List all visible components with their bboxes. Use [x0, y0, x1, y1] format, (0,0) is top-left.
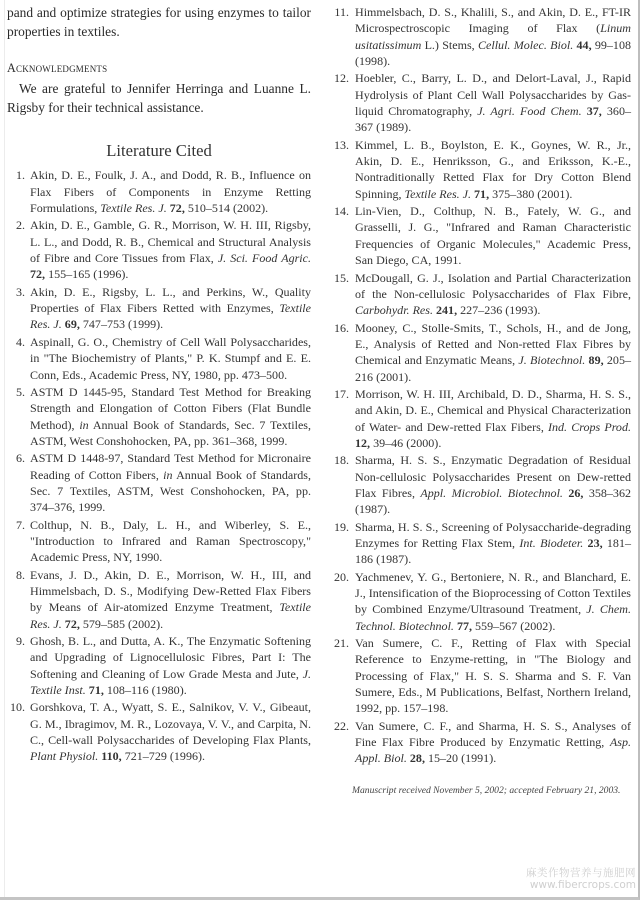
reference-journal: J. Chem. Technol. Biotechnol. [355, 602, 631, 633]
reference-number: 2. [15, 218, 25, 233]
reference-text: Van Sumere, C. F., Retting of Flax with Special Reference to Enzyme-retting, in "The Biology and Processing of Flax," H. S. S. Sharma and S. F. Van Sumere, Eds., M Publications, Belfast, Northern Ireland, 1992, pp. 157–198. [355, 636, 631, 716]
reference-item [7, 633, 311, 698]
reference-text: Akin, D. E., Gamble, G. R., Morrison, W. H. III, Rigsby, L. L., and Dodd, R. B., Chemical and Structural Analysis of Fibre and Core Tissues from Flax, [30, 218, 311, 266]
reference-text: Mooney, C., Stolle-Smits, T., Schols, H., and de Jong, E., Analysis of Retted and Non-retted Flax Fibres by Chemical and Enzymatic Means, [355, 320, 631, 368]
reference-volume: 37, [586, 104, 602, 119]
reference-number: 17. [333, 386, 349, 401]
reference-pages-year: 747–753 (1999). [79, 317, 164, 332]
reference-journal: Cellul. Molec. Biol. [477, 37, 574, 52]
reference-number: 5. [15, 384, 25, 399]
reference-journal: Carbohydr. Res. [355, 303, 433, 318]
reference-item [7, 567, 311, 632]
reference-volume: 28, [409, 751, 425, 766]
reference-number: 1. [15, 168, 25, 183]
reference-number: 15. [333, 270, 349, 285]
reference-pages-year: 579–585 (2002). [79, 616, 164, 631]
reference-item [330, 137, 631, 202]
reference-number: 22. [333, 718, 349, 733]
reference-volume: 23, [587, 536, 603, 550]
reference-volume: 69, [64, 317, 80, 332]
reference-pages-year: 375–380 (2001). [489, 186, 573, 201]
reference-text: Ghosh, B. L., and Dutta, A. K., The Enzymatic Softening and Upgrading of Lignocellulosic Fibres, Part I: The Softening and Cleaning of Low Grade Mesta and Jute, [30, 634, 311, 681]
reference-journal: in [163, 467, 173, 482]
reference-item [330, 4, 631, 69]
reference-text: Hoebler, C., Barry, L. D., and Delort-Laval, J., Rapid Hydrolysis of Plant Cell Wall Polysaccharides by Gas-liquid Chromatography, [355, 71, 631, 119]
reference-item [330, 452, 631, 517]
reference-item [330, 718, 631, 767]
reference-volume: 72, [169, 201, 185, 216]
reference-volume: 71, [88, 683, 104, 698]
reference-text: Kimmel, L. B., Boylston, E. K., Goynes, W. R., Jr., Akin, D. E., Henriksson, G., and Eriksson, K.-E., Nontraditionally Retted Flax for Dry Cotton Blend Spinning, [355, 137, 631, 201]
reference-journal: Asp. Appl. Biol. [355, 735, 631, 766]
literature-cited-title: Literature Cited [106, 141, 212, 161]
reference-text: Morrison, W. H. III, Archibald, D. D., Sharma, H. S. S., and Akin, D. E., Chemical and Physical Characterization of Water- and Dew-retted Flax Fibers, [355, 386, 631, 434]
reference-volume: 241, [436, 303, 458, 318]
reference-text: McDougall, G. J., Isolation and Partial Characterization of the Non-cellulosic Polysaccharides of Flax Fibre, [355, 270, 631, 301]
reference-pages-year: 155–165 (1996). [45, 267, 129, 282]
reference-volume: 71, [474, 186, 490, 201]
intro-paragraph-fragment: pand and optimize strategies for using enzymes to tailor properties in textiles. [7, 5, 311, 39]
watermark-url: www.fibercrops.com [529, 879, 636, 891]
reference-journal: Int. Biodeter. [519, 536, 584, 550]
reference-number: 13. [333, 137, 349, 152]
reference-number: 19. [333, 519, 349, 534]
reference-journal: Ind. Crops Prod. [547, 419, 631, 434]
reference-item [330, 519, 631, 568]
reference-volume: 77, [456, 618, 473, 633]
manuscript-received-note: Manuscript received November 5, 2002; accepted February 21, 2003. [352, 784, 621, 796]
reference-item [7, 699, 311, 764]
reference-number: 8. [15, 567, 25, 582]
reference-item [7, 517, 311, 566]
reference-pages-year: 15–20 (1991). [424, 751, 497, 766]
reference-pages-year: 205–216 (2001). [355, 353, 631, 384]
reference-journal: Appl. Microbiol. Biotechnol. [420, 485, 563, 500]
reference-volume: 72, [30, 267, 46, 282]
reference-journal: Linum usitatissimum [355, 21, 631, 52]
reference-item [7, 217, 311, 282]
reference-journal: J. Agri. Food Chem. [477, 104, 582, 119]
reference-pages-year: 227–236 (1993). [457, 303, 541, 318]
reference-text: Aspinall, G. O., Chemistry of Cell Wall Polysaccharides, in "The Biochemistry of Plants," P. K. Stumpf and E. E. Conn, Eds., Academic Press, NY, 1980, pp. 473–500. [30, 334, 311, 382]
reference-journal: Textile Res. J. [30, 301, 311, 332]
right-column [330, 0, 631, 796]
reference-journal: Textile Res. J. [100, 201, 167, 216]
reference-pages-year: L.) Stems, [421, 37, 478, 52]
left-column [7, 0, 311, 766]
reference-item [330, 635, 631, 717]
reference-item [330, 386, 631, 451]
reference-number: 3. [15, 284, 25, 299]
reference-text: Colthup, N. B., Daly, L. H., and Wiberley, S. E., "Introduction to Infrared and Raman Spectroscopy," Academic Press, NY, 1990. [30, 517, 311, 565]
reference-item [7, 334, 311, 383]
reference-text: ASTM D 1448-97, Standard Test Method for Micronaire Reading of Cotton Fibers, [30, 451, 311, 482]
reference-volume: 110, [101, 749, 122, 764]
reference-item [330, 203, 631, 268]
reference-item [7, 284, 311, 333]
reference-journal: J. Sci. Food Agric. [217, 251, 311, 266]
reference-text: ASTM D 1445-95, Standard Test Method for Breaking Strength and Elongation of Cotton Fibers (Flat Bundle Method), [30, 384, 311, 432]
reference-text: Akin, D. E., Foulk, J. A., and Dodd, R. B., Influence on Flax Fibers of Components in Enzyme Retting Formulations, [30, 168, 311, 216]
reference-pages-year: 360–367 (1989). [355, 104, 631, 135]
reference-volume: 12, [355, 435, 371, 450]
reference-volume: 26, [568, 485, 584, 500]
reference-text: Van Sumere, C. F., and Sharma, H. S. S., Analyses of Fine Flax Fibre Produced by Enzymatic Retting, [355, 718, 631, 750]
reference-pages-year: 510–514 (2002). [184, 201, 269, 216]
reference-text: Yachmenev, Y. G., Bertoniere, N. R., and Blanchard, E. J., Intensification of the Bioprocessing of Cotton Textiles by Combined Enzyme/Ultrasound Treatment, [355, 569, 631, 617]
reference-text: Sharma, H. S. S., Enzymatic Degradation of Residual Non-cellulosic Polysaccharides Present on Dew-retted Flax Fibres, [355, 453, 631, 500]
reference-number: 9. [15, 634, 25, 648]
page-edge-rule [4, 0, 5, 897]
reference-number: 12. [333, 71, 349, 86]
reference-pages-year: Annual Book of Standards, Sec. 7 Textiles, ASTM, West Conshohocken, PA, pp. 374–376, 1999. [30, 467, 311, 515]
reference-item [330, 569, 631, 634]
reference-pages-year: 181–186 (1987). [355, 536, 632, 567]
reference-number: 20. [333, 569, 349, 584]
reference-journal: Textile Res. J. [30, 600, 311, 631]
reference-pages-year: Annual Book of Standards, Sec. 7 Textiles, ASTM, West Conshohocken, PA, pp. 361–368, 1999. [30, 417, 311, 448]
reference-text: Akin, D. E., Rigsby, L. L., and Perkins, W., Quality Properties of Flax Fibers Retted with Enzymes, [30, 284, 311, 316]
acknowledgments-heading: Acknowledgments [7, 61, 108, 76]
reference-item [330, 320, 631, 385]
site-watermark [516, 867, 636, 891]
reference-pages-year: 99–108 (1998). [355, 37, 632, 69]
reference-pages-year: 358–362 (1987). [355, 485, 632, 517]
reference-number: 6. [15, 451, 25, 466]
reference-number: 11. [334, 5, 349, 19]
reference-journal: Textile Res. J. [404, 186, 472, 201]
reference-text: Himmelsbach, D. S., Khalili, S., and Akin, D. E., FT-IR Microspectroscopic Imaging of Flax ( [355, 5, 631, 36]
reference-journal: Plant Physiol. [30, 749, 99, 764]
reference-item [330, 270, 631, 319]
reference-number: 10. [9, 700, 25, 715]
reference-list-left [7, 167, 311, 764]
acknowledgments-body: We are grateful to Jennifer Herringa and Luanne L. Rigsby for their technical assistance. [7, 81, 311, 115]
reference-journal: J. Biotechnol. [518, 353, 586, 368]
reference-text: Evans, J. D., Akin, D. E., Morrison, W. H., III, and Himmelsbach, D. S., Modifying Dew-Retted Flax Fibers by Means of Air-atomized Enzyme Treatment, [30, 567, 311, 615]
reference-text: Lin-Vien, D., Colthup, N. B., Fately, W. G., and Grasselli, J. G., "Infrared and Raman Characteristic Frequencies of Organic Molecules," Academic Press, San Diego, CA, 1991. [355, 204, 631, 268]
reference-pages-year: 39–46 (2000). [370, 435, 442, 450]
reference-pages-year: 108–116 (1980). [103, 683, 187, 698]
watermark-chinese-text: 麻类作物营养与施肥网 [526, 867, 636, 879]
reference-volume: 72, [64, 616, 80, 631]
reference-number: 21. [333, 636, 349, 651]
reference-item [330, 70, 631, 135]
reference-text: Gorshkova, T. A., Wyatt, S. E., Salnikov, V. V., Gibeaut, G. M., Ibragimov, M. R., Lozovaya, V. V., and Carpita, N. C., Cell-wall Polysaccharides of Developing Flax Plants, [30, 700, 311, 748]
reference-item [7, 450, 311, 515]
reference-list-right [330, 4, 631, 767]
reference-number: 4. [15, 334, 25, 349]
reference-pages-year: 721–729 (1996). [121, 749, 206, 764]
reference-volume: 44, [576, 37, 592, 52]
reference-number: 16. [333, 320, 349, 335]
reference-number: 14. [333, 204, 349, 219]
reference-text: Sharma, H. S. S., Screening of Polysaccharide-degrading Enzymes for Retting Flax Stem, [355, 519, 631, 550]
reference-journal: in [79, 417, 89, 432]
reference-pages-year: 559–567 (2002). [472, 618, 556, 633]
reference-item [7, 384, 311, 449]
reference-journal: J. Textile Inst. [30, 666, 311, 698]
reference-item [7, 167, 311, 216]
reference-number: 7. [15, 517, 25, 532]
reference-number: 18. [333, 453, 349, 468]
reference-volume: 89, [588, 353, 604, 368]
